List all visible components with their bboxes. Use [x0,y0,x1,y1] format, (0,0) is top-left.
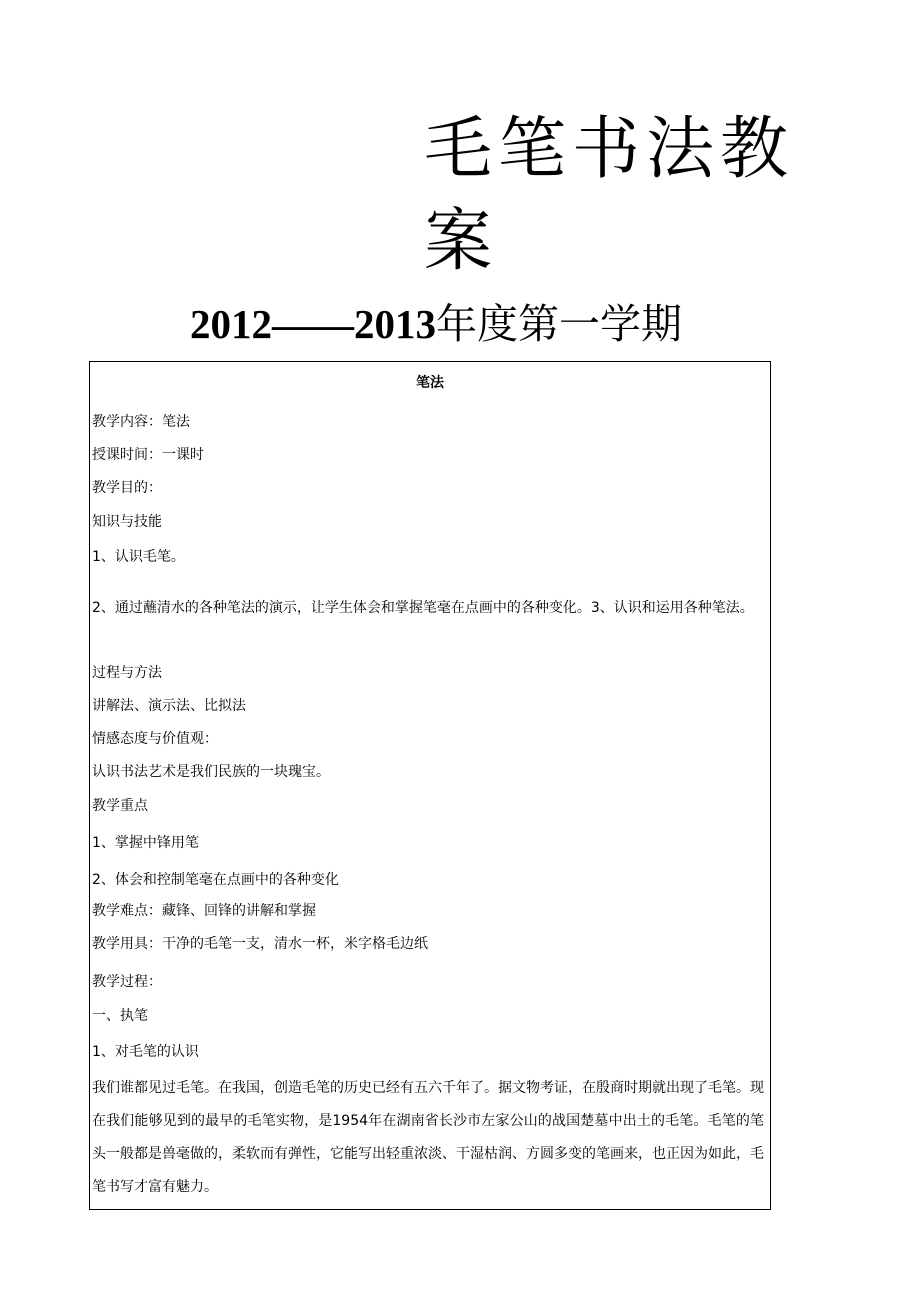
objective-item-2-3: 2、通过蘸清水的各种笔法的演示，让学生体会和掌握笔毫在点画中的各种变化。3、认识和运用各种笔法。 [92,600,754,616]
attitude-text: 认识书法艺术是我们民族的一块瑰宝。 [92,764,330,780]
teaching-tools: 教学用具：干净的毛笔一支，清水一杯，米字格毛边纸 [92,936,428,952]
procedure-label: 教学过程： [92,974,162,990]
key-point-2: 2、体会和控制笔毫在点画中的各种变化 [92,872,339,888]
knowledge-label: 知识与技能 [92,514,162,530]
attitude-label: 情感态度与价值观： [92,731,218,747]
document-subtitle [190,296,790,352]
key-point-1: 1、掌握中锋用笔 [92,835,199,851]
school-year: 2012——2013 [190,301,436,347]
methods: 讲解法、演示法、比拟法 [92,698,246,714]
lesson-plan-box [89,361,771,1210]
document-title [424,108,844,284]
key-points-label: 教学重点 [92,798,148,814]
semester: 年度第一学期 [436,301,682,347]
objectives-label: 教学目的： [92,480,162,496]
document-title-line-1: 毛笔书法教 [424,110,795,189]
document-title-line-2: 案 [424,202,499,281]
subsection-1: 1、对毛笔的认识 [92,1044,199,1060]
section-1: 一、执笔 [92,1008,148,1024]
process-label: 过程与方法 [92,665,162,681]
difficulty: 教学难点：藏锋、回锋的讲解和掌握 [92,903,316,919]
lesson-content: 教学内容：笔法 [92,414,190,430]
objective-item-1: 1、认识毛笔。 [92,549,185,565]
body-paragraph: 我们谁都见过毛笔。在我国，创造毛笔的历史已经有五六千年了。据文物考证，在殷商时期就出现了毛笔。现在我们能够见到的最早的毛笔实物，是1954年在湖南省长沙市左家公山的战国楚墓中出土的毛笔。毛笔的笔头一般都是兽毫做的，柔软而有弹性，它能写出轻重浓淡、干湿枯润、方圆多变的笔画来，也正因为如此，毛笔书写才富有魅力。 [92,1080,764,1195]
lesson-time: 授课时间：一课时 [92,447,204,463]
lesson-heading: 笔法 [416,375,444,391]
